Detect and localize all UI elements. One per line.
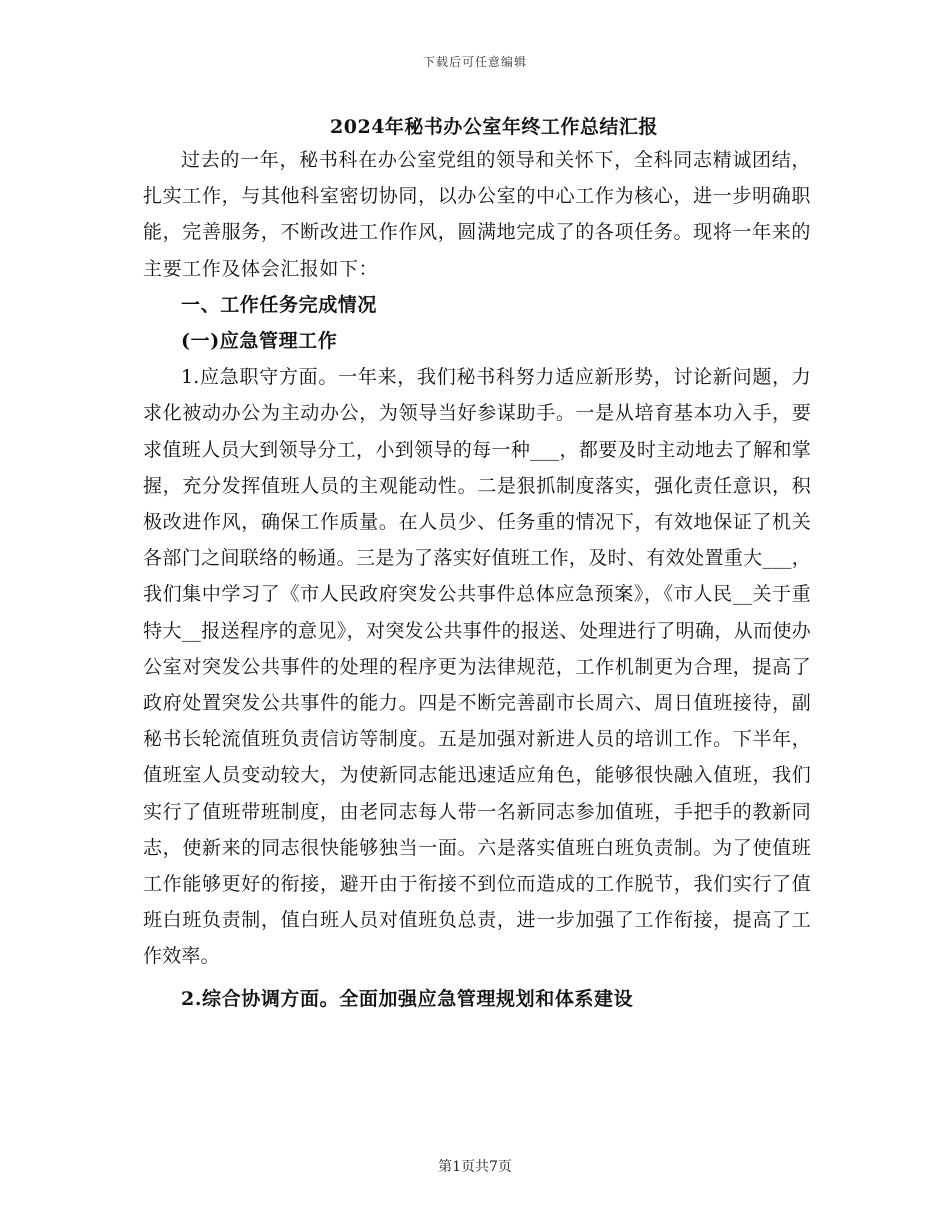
page-footer: 第1页共7页 — [438, 1159, 512, 1175]
page-header: 下载后可任意编辑 — [422, 55, 527, 69]
item-1-paragraph: 1.应急职守方面。一年来，我们秘书科努力适应新形势，讨论新问题，力求化被动办公为主动办公，为领导当好参谋助手。一是从培育基本功入手，要求值班人员大到领导分工，小到领导的每一种___，都要及时主动地去了解和掌握，充分发挥值班人员的主观能动性。二是狠抓制度落实，强化责任意识，积极改进作风，确保工作质量。在人员少、任务重的情况下，有效地保证了机关各部门之间联络的畅通。三是为了落实好值班工作，及时、有效处置重大___，我们集中学习了《市人民政府突发公共事件总体应急预案》，《市人民__关于重特大__报送程序的意见》，对突发公共事件的报送、处理进行了明确，从而使办公室对突发公共事件的处理的程序更为法律规范，工作机制更为合理，提高了政府处置突发公共事件的能力。四是不断完善副市长周六、周日值班接待，副秘书长轮流值班负责信访等制度。五是加强对新进人员的培训工作。下半年，值班室人员变动较大，为使新同志能迅速适应角色，能够很快融入值班，我们实行了值班带班制度，由老同志每人带一名新同志参加值班，手把手的教新同志，使新来的同志很快能够独当一面。六是落实值班白班负责制。为了使值班工作能够更好的衔接，避开由于衔接不到位而造成的工作脱节，我们实行了值班白班负责制，值白班人员对值班负总责，进一步加强了工作衔接，提高了工作效率。 — [143, 366, 811, 968]
section-heading: 一、工作任务完成情况 — [181, 293, 378, 316]
document-title: 2024年秘书办公室年终工作总结汇报 — [330, 116, 658, 138]
intro-paragraph: 过去的一年，秘书科在办公室党组的领导和关怀下，全科同志精诚团结，扎实工作，与其他科室密切协同，以办公室的中心工作为核心，进一步明确职能，完善服务，不断改进工作作风，圆满地完成了的各项任务。现将一年来的主要工作及体会汇报如下： — [143, 149, 811, 280]
item-2-heading: 2.综合协调方面。全面加强应急管理规划和体系建设 — [181, 987, 634, 1010]
document-body — [143, 112, 811, 1017]
subsection-heading: (一)应急管理工作 — [181, 330, 338, 353]
